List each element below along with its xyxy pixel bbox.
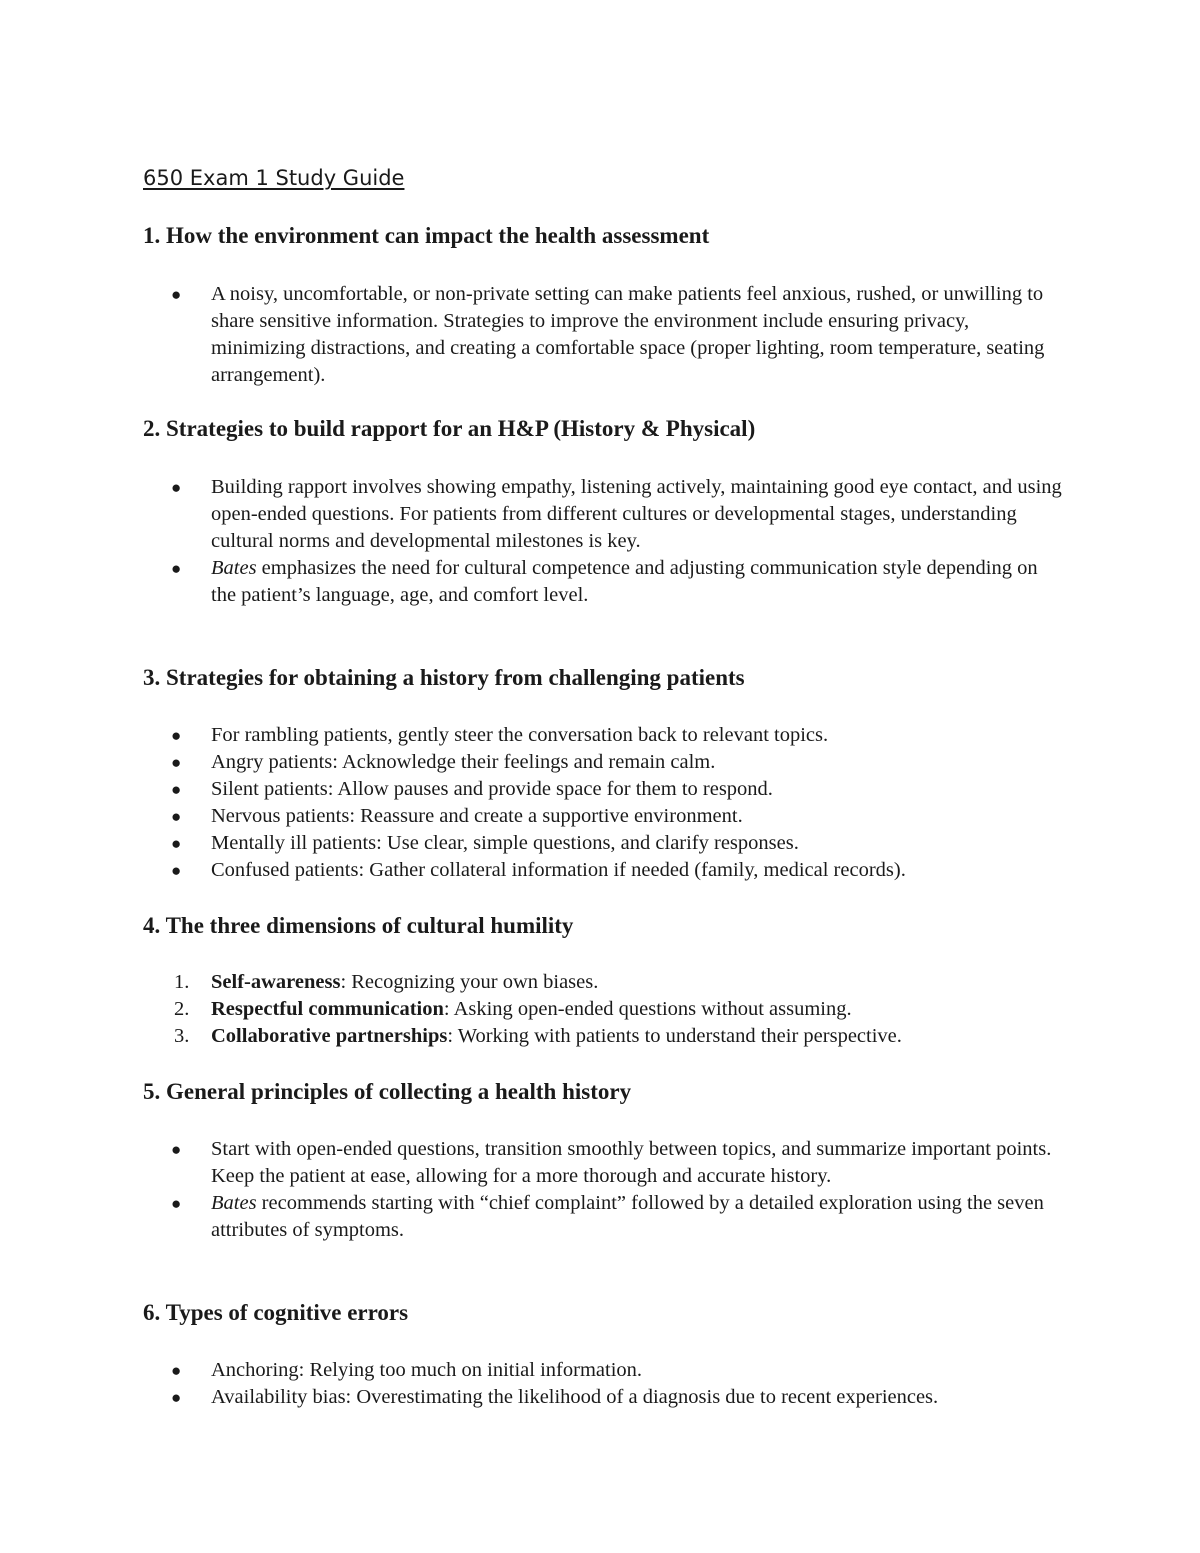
section-heading: 2. Strategies to build rapport for an H&P (History & Physical) [143, 416, 756, 441]
list-item [143, 1384, 1063, 1411]
item-text: Silent patients: Allow pauses and provide space for them to respond. [211, 778, 773, 800]
item-text: Building rapport involves showing empathy, listening actively, maintaining good eye contact, and using open-ended questions. For patients from different cultures or developmental stages, understanding cultural norms and developmental milestones is key. [211, 476, 1062, 552]
bullet-icon: ● [171, 1388, 182, 1407]
item-text: recommends starting with “chief complaint” followed by a detailed exploration using the seven attributes of symptoms. [211, 1192, 1044, 1241]
list-item [143, 749, 1063, 776]
list-item [143, 1190, 1063, 1244]
numbered-list [143, 969, 1063, 1050]
document-title: 650 Exam 1 Study Guide [143, 166, 405, 190]
item-text: Angry patients: Acknowledge their feelings and remain calm. [211, 751, 716, 773]
bullet-icon: ● [171, 478, 182, 497]
list-item [143, 996, 1063, 1023]
bullet-icon: ● [171, 861, 182, 880]
item-text: Availability bias: Overestimating the likelihood of a diagnosis due to recent experiences. [211, 1386, 939, 1408]
bullet-icon: ● [171, 753, 182, 772]
bullet-list [143, 722, 1063, 884]
list-item [143, 474, 1063, 555]
bullet-icon: ● [171, 807, 182, 826]
section-heading: 4. The three dimensions of cultural humility [143, 913, 574, 938]
bullet-icon: ● [171, 834, 182, 853]
list-item [143, 776, 1063, 803]
item-text: Nervous patients: Reassure and create a supportive environment. [211, 805, 743, 827]
list-item [143, 1023, 1063, 1050]
section-heading: 3. Strategies for obtaining a history from challenging patients [143, 665, 745, 690]
item-lead: Respectful communication [211, 998, 444, 1020]
item-number: 1. [174, 971, 190, 993]
bullet-icon: ● [171, 1361, 182, 1380]
item-text: Start with open-ended questions, transition smoothly between topics, and summarize important points. Keep the patient at ease, allowing for a more thorough and accurate history. [211, 1138, 1052, 1187]
list-item [143, 969, 1063, 996]
list-item [143, 1136, 1063, 1190]
item-lead: Bates [211, 557, 257, 579]
section-heading: 1. How the environment can impact the health assessment [143, 223, 710, 248]
list-item [143, 722, 1063, 749]
item-number: 2. [174, 998, 190, 1020]
item-lead: Collaborative partnerships [211, 1025, 448, 1047]
item-text: emphasizes the need for cultural competence and adjusting communication style depending on the patient’s language, age, and comfort level. [211, 557, 1038, 606]
item-text: : Asking open-ended questions without assuming. [443, 998, 852, 1020]
item-text: Anchoring: Relying too much on initial information. [211, 1359, 643, 1381]
item-text: : Working with patients to understand their perspective. [447, 1025, 902, 1047]
bullet-list [143, 474, 1063, 609]
item-lead: Self-awareness [211, 971, 341, 993]
list-item [143, 830, 1063, 857]
bullet-icon: ● [171, 1194, 182, 1213]
item-text: Mentally ill patients: Use clear, simple questions, and clarify responses. [211, 832, 799, 854]
bullet-icon: ● [171, 1140, 182, 1159]
item-text: A noisy, uncomfortable, or non-private setting can make patients feel anxious, rushed, or unwilling to share sensitive information. Strategies to improve the environment include ensuring privacy, minimizing distractions, and creating a comfortable space (proper lighting, room temperature, seating arrangement). [211, 283, 1045, 386]
bullet-icon: ● [171, 726, 182, 745]
list-item [143, 281, 1063, 389]
bullet-list [143, 1357, 1063, 1411]
bullet-list [143, 1136, 1063, 1244]
item-text: Confused patients: Gather collateral information if needed (family, medical records). [211, 859, 906, 881]
section-heading: 6. Types of cognitive errors [143, 1300, 409, 1325]
item-number: 3. [174, 1025, 190, 1047]
item-text: For rambling patients, gently steer the conversation back to relevant topics. [211, 724, 829, 746]
list-item [143, 1357, 1063, 1384]
bullet-icon: ● [171, 559, 182, 578]
item-text: : Recognizing your own biases. [340, 971, 599, 993]
bullet-list [143, 281, 1063, 389]
list-item [143, 803, 1063, 830]
list-item [143, 555, 1063, 609]
bullet-icon: ● [171, 285, 182, 304]
list-item [143, 857, 1063, 884]
section-heading: 5. General principles of collecting a health history [143, 1079, 632, 1104]
bullet-icon: ● [171, 780, 182, 799]
item-lead: Bates [211, 1192, 257, 1214]
